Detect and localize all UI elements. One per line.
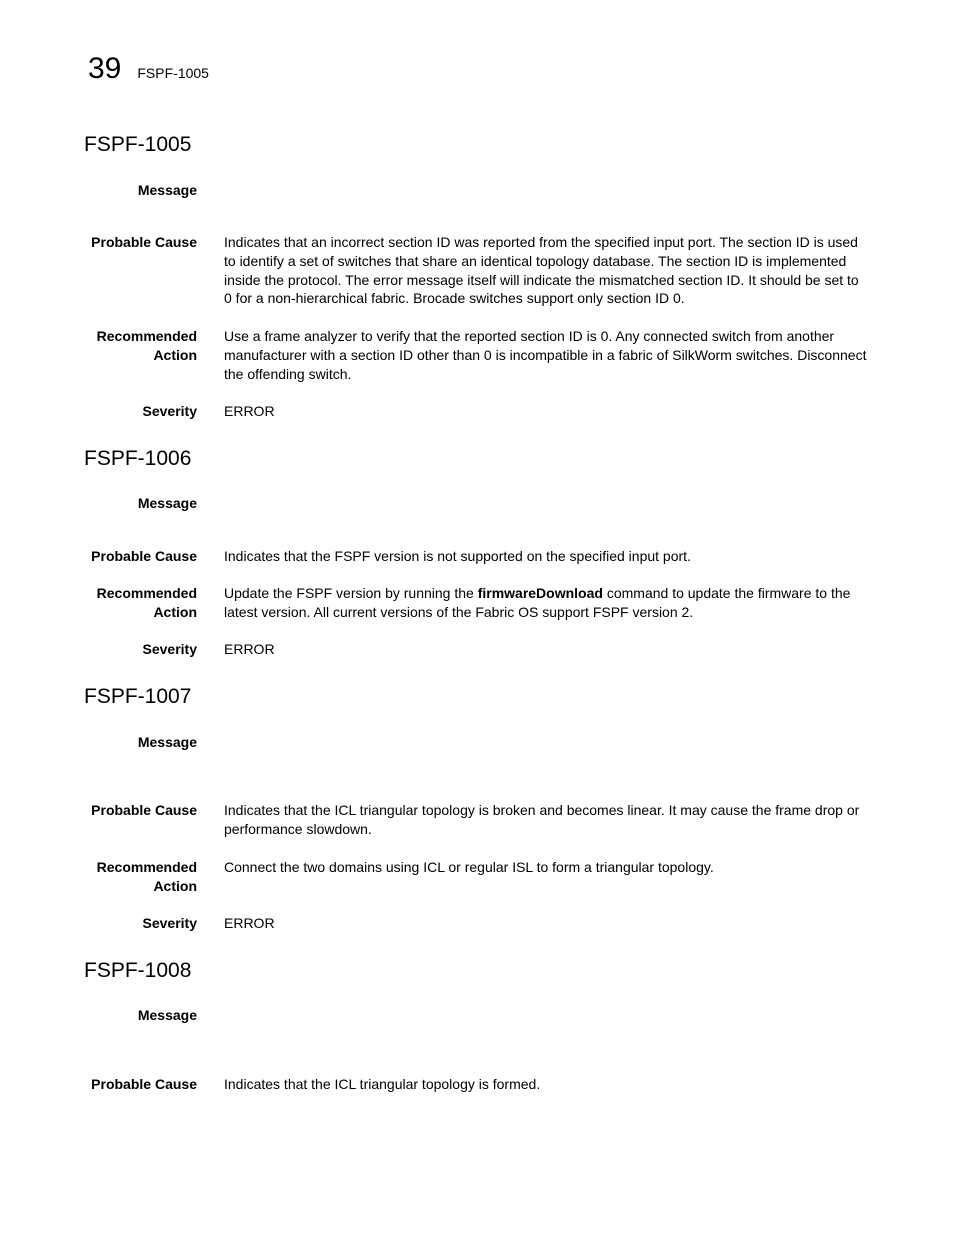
severity-label: Severity: [142, 641, 197, 657]
recommended-label-line: Recommended: [96, 859, 197, 875]
severity-label: Severity: [142, 915, 197, 931]
section-title: FSPF-1007: [84, 685, 192, 708]
probable-cause-label: Probable Cause: [91, 234, 197, 250]
chapter-number: 39: [88, 52, 122, 85]
message-label: Message: [137, 495, 197, 511]
section-title: FSPF-1006: [84, 447, 192, 470]
recommended-action-label: [57, 327, 197, 365]
severity-value: ERROR: [224, 641, 275, 657]
section-title: FSPF-1008: [84, 959, 192, 982]
running-title: FSPF-1005: [137, 65, 209, 81]
recommended-action-text: [224, 584, 870, 622]
firmware-download-command: firmwareDownload: [477, 585, 603, 601]
severity-value: ERROR: [224, 403, 275, 419]
recommended-action-text-post: command to update the firmware to the latest version. All current versions of the Fabric OS support FSPF version 2.: [224, 585, 851, 620]
probable-cause-label: Probable Cause: [91, 802, 197, 818]
probable-cause-text: Indicates that an incorrect section ID was reported from the specified input port. The section ID is used to identify a set of switches that share an identical topology database. The section ID is implemented inside the protocol. The error message itself will indicate the mismatched section ID. It should be set to 0 for a non-hierarchical fabric. Brocade switches support only section ID 0.: [224, 234, 859, 307]
recommended-action-label: [57, 858, 197, 896]
severity-label: Severity: [142, 403, 197, 419]
recommended-action-text: Connect the two domains using ICL or regular ISL to form a triangular topology.: [224, 859, 714, 875]
section-title: FSPF-1005: [84, 133, 192, 156]
message-label: Message: [137, 182, 197, 198]
probable-cause-text: Indicates that the ICL triangular topology is formed.: [224, 1076, 541, 1092]
message-label: Message: [137, 1007, 197, 1023]
action-label-line: Action: [153, 878, 197, 894]
action-label-line: Action: [153, 604, 197, 620]
page-header: [88, 52, 209, 86]
probable-cause-label: Probable Cause: [91, 1076, 197, 1092]
recommended-label-line: Recommended: [96, 585, 197, 601]
message-label: Message: [137, 734, 197, 750]
severity-value: ERROR: [224, 915, 275, 931]
probable-cause-text: Indicates that the FSPF version is not supported on the specified input port.: [224, 548, 691, 564]
action-label-line: Action: [153, 347, 197, 363]
probable-cause-text: Indicates that the ICL triangular topology is broken and becomes linear. It may cause the frame drop or performance slowdown.: [224, 802, 860, 837]
recommended-label-line: Recommended: [96, 328, 197, 344]
recommended-action-text: Use a frame analyzer to verify that the reported section ID is 0. Any connected switch from another manufacturer with a section ID other than 0 is incompatible in a fabric of SilkWorm switches. Disconnect the offending switch.: [224, 328, 867, 382]
probable-cause-label: Probable Cause: [91, 548, 197, 564]
recommended-action-text-pre: Update the FSPF version by running the: [224, 585, 478, 601]
recommended-action-label: [57, 584, 197, 622]
